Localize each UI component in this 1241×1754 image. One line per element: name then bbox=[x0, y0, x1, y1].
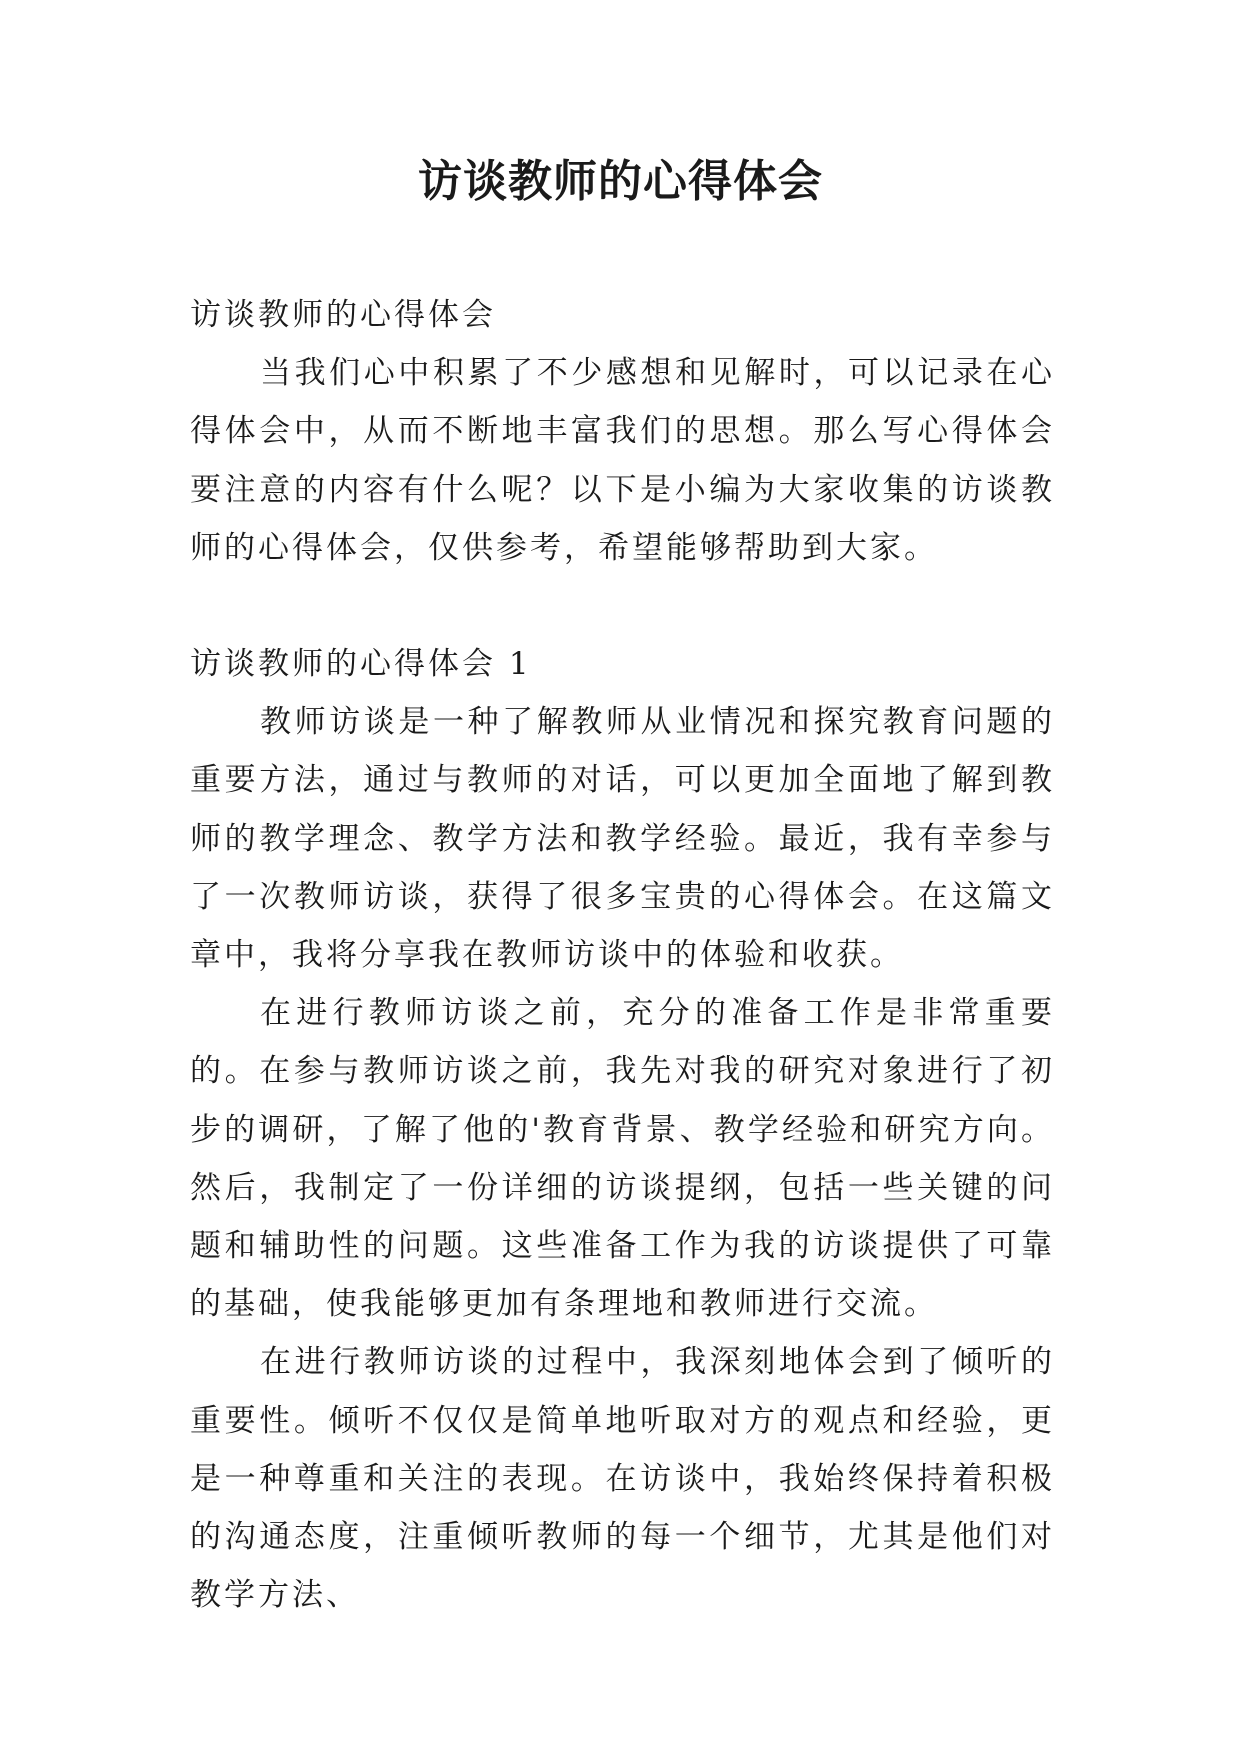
intro-heading: 访谈教师的心得体会 bbox=[190, 297, 496, 333]
document-body bbox=[190, 286, 1055, 1624]
body-paragraph: 在进行教师访谈之前，充分的准备工作是非常重要的。在参与教师访谈之前，我先对我的研究对象进行了初步的调研，了解了他的'教育背景、教学经验和研究方向。然后，我制定了一份详细的访谈提纲，包括一些关键的问题和辅助性的问题。这些准备工作为我的访谈提供了可靠的基础，使我能够更加有条理地和教师进行交流。 bbox=[190, 995, 1055, 1323]
body-paragraph: 教师访谈是一种了解教师从业情况和探究教育问题的重要方法，通过与教师的对话，可以更加全面地了解到教师的教学理念、教学方法和教学经验。最近，我有幸参与了一次教师访谈，获得了很多宝贵的心得体会。在这篇文章中，我将分享我在教师访谈中的体验和收获。 bbox=[190, 704, 1055, 974]
body-paragraph: 在进行教师访谈的过程中，我深刻地体会到了倾听的重要性。倾听不仅仅是简单地听取对方的观点和经验，更是一种尊重和关注的表现。在访谈中，我始终保持着积极的沟通态度，注重倾听教师的每一个细节，尤其是他们对教学方法、 bbox=[190, 1344, 1055, 1614]
document-title: 访谈教师的心得体会 bbox=[418, 156, 823, 207]
intro-paragraph: 当我们心中积累了不少感想和见解时，可以记录在心得体会中，从而不断地丰富我们的思想。那么写心得体会要注意的内容有什么呢？以下是小编为大家收集的访谈教师的心得体会，仅供参考，希望能够帮助到大家。 bbox=[190, 355, 1055, 566]
section-heading: 访谈教师的心得体会 1 bbox=[190, 646, 532, 683]
section-spacer bbox=[190, 577, 1055, 635]
